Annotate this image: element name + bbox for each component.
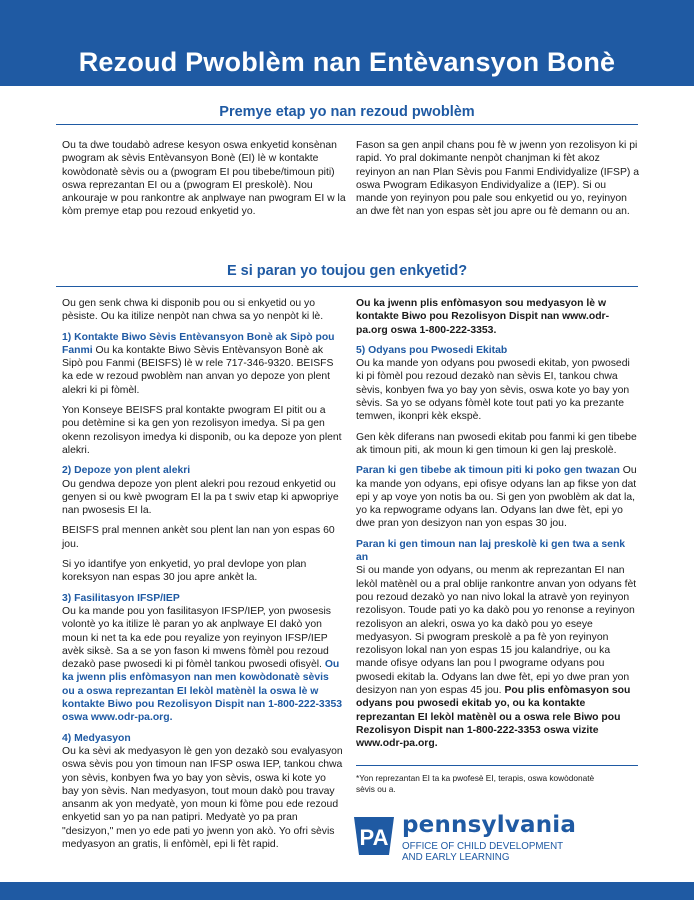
option-1-body: Ou ka kontakte Biwo Sèvis Entèvansyon Bonè ak Sipò pou Fanmi (BEISFS) lè w rele 717-346-9320. BEISFS ka ede w rezoud pwoblèm nan anvan yo depoze yon plent alekri ki pi fòmèl.: [62, 344, 334, 396]
option-5-detail: Gen kèk diferans nan pwosedi ekitab pou fanmi ki gen tibebe ak timoun piti, ak moun ki gen timoun ki gen laj preskolè.: [356, 431, 637, 456]
option-3: [62, 592, 344, 725]
logo-office-line2: AND EARLY LEARNING: [402, 852, 510, 863]
keystone-icon: [352, 814, 396, 858]
mediation-contact: Ou ka jwenn plis enfòmasyon sou medyasyon lè w kontakte Biwo pou Rezolisyon Dispit nan www.odr-pa.org oswa 1-800-222-3353.: [356, 298, 610, 336]
preschool-contact: Pou plis enfòmasyon sou odyans pou pwosedi ekitab yo, ou ka kontakte reprezantan EI lekòl matènèl ou a oswa rele Biwo pou Rezolisyon Dispit nan 1-800-222-3353 oswa vizite www.odr-pa.org.: [356, 685, 631, 750]
option-1: [62, 331, 344, 397]
footer-bar: [0, 882, 694, 900]
logo-office-line1: OFFICE OF CHILD DEVELOPMENT: [402, 841, 564, 852]
option-2-plan: Si yo idantifye yon enkyetid, yo pral devlope yon plan koreksyon nan espas 30 jou apre ankèt la.: [62, 559, 307, 584]
header-banner: [0, 0, 694, 86]
option-1-detail: Yon Konseye BEISFS pral kontakte pwogram EI pitit ou a pou detèmine si ka gen yon rezolisyon imedya. Si pa gen okenn rezolisyon imedya ki disponib, ou ka depoze yon plent alekri.: [62, 405, 342, 456]
first-steps-right-text: Fason sa gen anpil chans pou fè w jwenn yon rezolisyon ki pi rapid. Yo pral dokimante nenpòt chanjman ki fèt akoz reyinyon an nan Plan Sèvis pou Fanmi Endividyalize (IFSP) a oswa Pwogram Edikasyon Endividyalize a (IEP). Si ou mande yon reyinyon pou pale sou enkyetid ou yo, reyinyon an dwe fèt nan yon espas sèt jou apre ou fè demann ou an.: [356, 140, 639, 218]
pa-logo: [352, 814, 582, 866]
page-title: Rezoud Pwoblèm nan Entèvansyon Bonè: [78, 47, 616, 77]
section-divider: [56, 286, 638, 287]
option-2-title: 2) Depoze yon plent alekri: [62, 465, 191, 477]
first-steps-left-column: [62, 139, 346, 226]
option-5-body: Ou ka mande yon odyans pou pwosedi ekitab, yon pwosedi ki pi fòmèl pou rezoud dezakò nan sèvis EI, tankou chwa sèvis, konbyen fwa yo bay yon sèvis, oswa kote yo bay yon sèvis. Sa yo se odyans fòmèl kote tout pati yo ka prezante temwen, ikonpri kèk ekspè.: [356, 358, 630, 423]
footnote-divider: [356, 765, 638, 766]
option-3-contact: Ou ka jwenn plis enfòmasyon nan men kowòdonatè sèvis ou a oswa reprezantan EI lekòl matènèl la oswa lè w kontakte Biwo pou Rezolisyon Dispit nan 1-800-222-3353 oswa www.odr-pa.org.: [62, 659, 343, 724]
infants-toddlers: [356, 464, 638, 530]
options-left-column: [62, 297, 344, 858]
infants-toddlers-title: Paran ki gen tibebe ak timoun piti ki poko gen twazan: [356, 465, 620, 477]
options-intro: Ou gen senk chwa ki disponib pou ou si enkyetid ou yo pèsiste. Ou ka itilize nenpòt nan chwa sa yo nenpòt ki lè.: [62, 298, 324, 323]
logo-office: [402, 841, 563, 863]
option-3-body: Ou ka mande pou yon fasilitasyon IFSP/IEP, yon pwosesis volontè yo ka itilize lè paran yo ak anplwaye EI dakò yon moun ki net ta ka ede pou reyalize yon reyinyon IFSP/IEP avèk siksè. Sa a se yon fason ki mwens fòmèl pou rezoud dezakò pase pwosedi ki pi fòmèl tankou pwosedi ofisyèl.: [62, 605, 331, 671]
option-4-title: 4) Medyasyon: [62, 732, 131, 744]
option-5: [356, 344, 638, 424]
option-2: [62, 464, 344, 517]
preschool-title: Paran ki gen timoun nan laj preskolè ki gen twa a senk an: [356, 538, 626, 564]
option-5-title: 5) Odyans pou Pwosedi Ekitab: [356, 344, 508, 356]
footnote: *Yon reprezantan EI ta ka pwofesè EI, terapis, oswa kowòdonatè sèvis ou a.: [356, 773, 595, 794]
options-right-column: [356, 297, 638, 758]
logo-badge-text: PA: [359, 825, 389, 850]
first-steps-left-text: Ou ta dwe toudabò adrese kesyon oswa enkyetid konsènan pwogram ak sèvis Entèvansyon Bonè (EI) lè w kontakte kowòdonatè sèvis ou a (pwogram EI pou tibebe/timoun piti) oswa reprezantan EI ou a (pwogram EI preskolè). Nou ankouraje w pou rankontre ak anplwaye nan pwogram EI w la kòm premye etap pou rezoud enkyetid yo.: [62, 140, 346, 218]
option-3-title: 3) Fasilitasyon IFSP/IEP: [62, 592, 180, 604]
infants-toddlers-body: Ou ka mande yon odyans, epi ofisye odyans lan ap fikse yon dat epi y ap voye yon notis ba ou. Si gen yon pwoblèm ak dat la, yo ka repwograme odyans lan. Odyans lan dwe fèt, epi yo dwe pran yon desizyon nan yon espas 30 jou.: [356, 465, 637, 530]
option-2-body: Ou gendwa depoze yon plent alekri pou rezoud enkyetid ou genyen si ou kwè pwogram EI la pa t swiv etap ki apwopriye nan pwosesis EI la.: [62, 478, 339, 517]
preschool: [356, 538, 638, 751]
preschool-body: Si ou mande yon odyans, ou menm ak reprezantan EI nan lekòl matènèl ou a pral oblije rankontre anvan yon odyans fèt pou rezoud dezakò yo nan nivo lokal la atravè yon reyinyon rezolisyon. Toude pati yo ka dakò pou yo renonse a reyinyon rezolisyon an alekri, oswa yo ka dakò pou yo eseye medyasyon. Si pwogram preskolè a pa fè yon reyinyon rezolisyon lokal nan yon espas 15 jou kalandriye, ou ka mande ofisye odyans lan pou l pwograme odyans pou pwosedi ekitab la. Odyans lan dwe fèt, epi yo dwe pran yon desizyon nan yon espas 45 jou.: [356, 565, 637, 697]
section-title-first-steps: Premye etap yo nan rezoud pwoblèm: [219, 104, 475, 120]
option-4-body: Ou ka sèvi ak medyasyon lè gen yon dezakò sou evalyasyon oswa sèvis pou yon timoun nan IFSP oswa IEP, tankou chwa yon sèvis, konbyen fwa yo bay yon sèvis, oswa ki kote yo bay yon sèvis. Nan medyasyon, tout moun dakò pou travay ansanm ak yon medyatè, yon moun ki fòme pou ede rezoud enkyetid san yo pa nan patipri. Medyatè yo pa pran "desizyon," men yo ede pati yo jwenn yon akò. Yo ofri sèvis medyasyon an gratis, li enfòmèl, epi li fèt rapid.: [62, 745, 343, 850]
option-1-title: 1) Kontakte Biwo Sèvis Entèvansyon Bonè ak Sipò pou Fanmi: [62, 331, 335, 356]
option-4: [62, 732, 344, 852]
section-title-concerns: E si paran yo toujou gen enkyetid?: [226, 263, 468, 279]
section-divider: [56, 124, 638, 125]
option-2-detail: BEISFS pral mennen ankèt sou plent lan nan yon espas 60 jou.: [62, 525, 335, 550]
logo-name: pennsylvania: [402, 812, 577, 838]
first-steps-right-column: [356, 139, 640, 226]
